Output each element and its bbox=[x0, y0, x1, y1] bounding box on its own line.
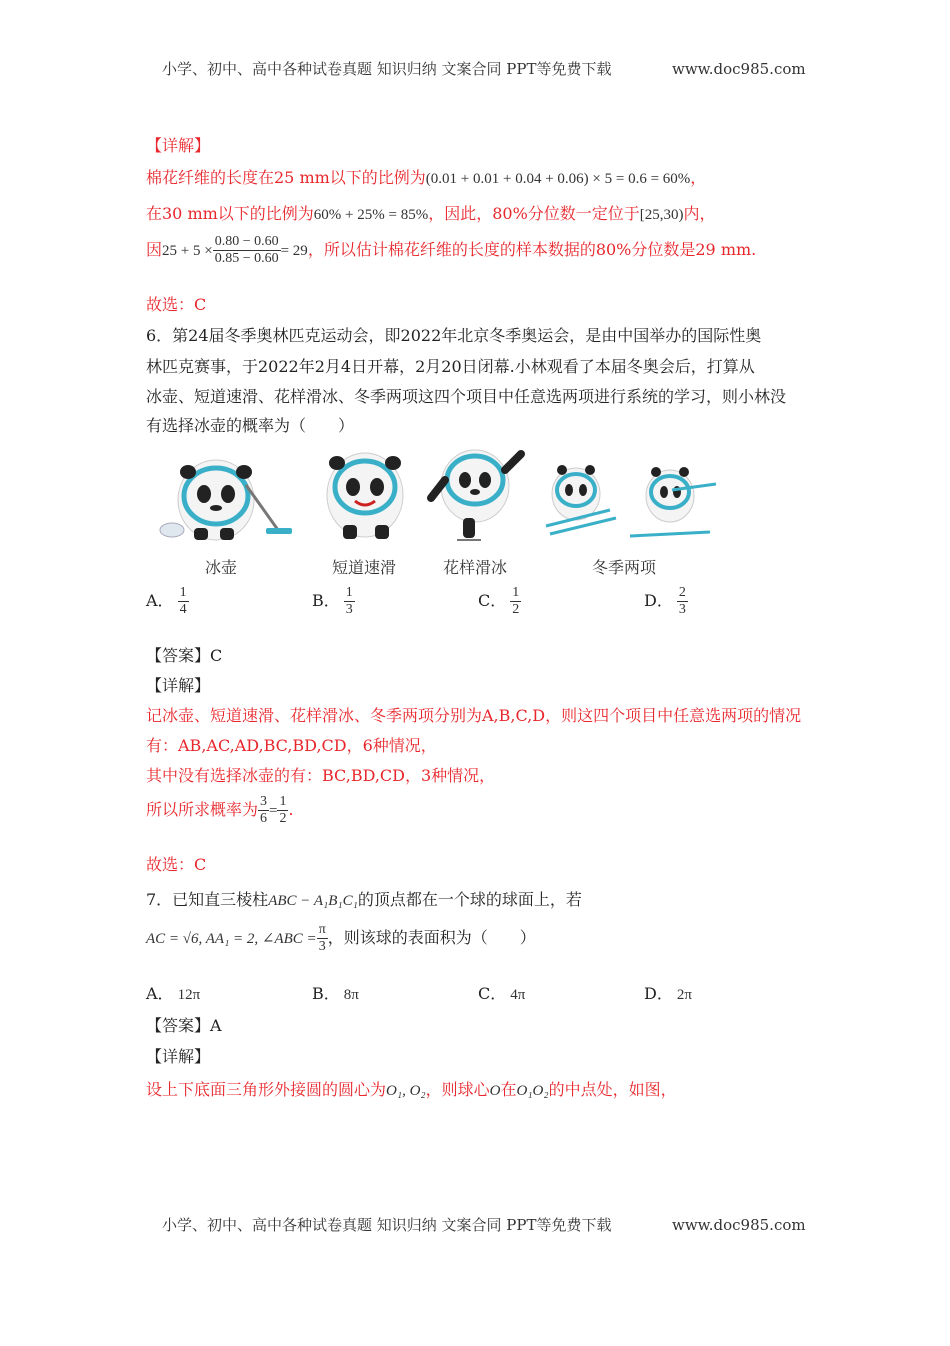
q6-answer: 【答案】C bbox=[146, 646, 223, 665]
q5-conclusion: 故选：C bbox=[146, 295, 207, 314]
q5-line-2: 在30 mm以下的比例为60% + 25% = 85%，因此，80%分位数一定位于[25,30)内， bbox=[146, 204, 716, 223]
q6-detail-line-1: 记冰壶、短道速滑、花样滑冰、冬季两项分别为A,B,C,D，则这四个项目中任意选两项的情况 bbox=[146, 706, 802, 725]
q7-condition: AC = √6, AA₁ = 2, ∠ABC = bbox=[146, 931, 317, 948]
q7-detail-line-1: 设上下底面三角形外接圆的圆心为O₁, O₂，则球心O在O₁O₂的中点处，如图， bbox=[146, 1080, 677, 1099]
q7-option-b[interactable]: B． 8π bbox=[312, 984, 359, 1003]
q5-detail-label: 【详解】 bbox=[146, 136, 211, 155]
q6-detail-line-3: 其中没有选择冰壶的有：BC,BD,CD，3种情况， bbox=[146, 766, 496, 785]
q5-line-3: 因25 + 5 × $\frac{0.80 - 0.60}{0.85 - 0.60}$ = 29，所以估计棉花纤维的长度的样本数据的80%分位数是29 mm. bbox=[146, 234, 757, 267]
image-label-figure-skating: 花样滑冰 bbox=[443, 558, 508, 577]
q5-formula-2: 60% + 25% = 85% bbox=[313, 207, 429, 223]
footer-site[interactable]: www.doc985.com bbox=[672, 1216, 806, 1234]
q6-stem-line-4: 有选择冰壶的概率为（ ） bbox=[146, 416, 355, 435]
q6-stem-line-3: 冰壶、短道速滑、花样滑冰、冬季两项这四个项目中任意选两项进行系统的学习，则小林没 bbox=[146, 387, 787, 406]
q6-probability-line: 所以所求概率为 $\frac{3}{6}$ = $\frac{1}{2}$ . bbox=[146, 794, 294, 827]
q7-answer: 【答案】A bbox=[146, 1016, 222, 1035]
q7-stem-line-1: 7．已知直三棱柱ABC − A₁B₁C₁的顶点都在一个球的球面上，若 bbox=[146, 890, 582, 909]
q5-interval: [25,30) bbox=[639, 207, 684, 223]
q6-detail-label: 【详解】 bbox=[146, 676, 211, 695]
footer-text: 小学、初中、高中各种试卷真题 知识归纳 文案合同 PPT等免费下载 bbox=[162, 1216, 612, 1234]
panda-biathlon-image bbox=[540, 460, 720, 545]
image-label-curling: 冰壶 bbox=[205, 558, 238, 577]
page-header bbox=[162, 58, 612, 79]
q7-option-c[interactable]: C． 4π bbox=[478, 984, 526, 1003]
q5-line-1: 棉花纤维的长度在25 mm以下的比例为(0.01 + 0.01 + 0.04 + 0.06) × 5 = 0.6 = 60%， bbox=[146, 168, 707, 187]
q5-formula-1: (0.01 + 0.01 + 0.04 + 0.06) × 5 = 0.6 = 60% bbox=[425, 171, 691, 187]
panda-speed-skating-image bbox=[315, 445, 415, 545]
image-label-biathlon: 冬季两项 bbox=[592, 558, 657, 577]
q7-prism: ABC − A₁B₁C₁ bbox=[268, 893, 358, 909]
q7-stem-line-2: AC = √6, AA₁ = 2, ∠ABC = $\frac{\pi}{3}$ ，则该球的表面积为（ ） bbox=[146, 922, 536, 955]
q7-option-a[interactable]: A． 12π bbox=[146, 984, 201, 1003]
q5-fraction: $\frac{0.80 - 0.60}{0.85 - 0.60}$ bbox=[214, 234, 279, 267]
q6-option-a[interactable]: A． $\frac{1}{4}$ bbox=[146, 585, 187, 618]
q6-detail-line-2: 有：AB,AC,AD,BC,BD,CD，6种情况， bbox=[146, 736, 437, 755]
q6-stem-line-2: 林匹克赛事，于2022年2月4日开幕，2月20日闭幕.小林观看了本届冬奥会后，打算从 bbox=[146, 357, 755, 376]
q7-detail-label: 【详解】 bbox=[146, 1047, 211, 1066]
q6-stem-line-1: 6．第24届冬季奥林匹克运动会，即2022年北京冬季奥运会，是由中国举办的国际性奥 bbox=[146, 326, 762, 345]
q6-option-c[interactable]: C． $\frac{1}{2}$ bbox=[478, 585, 520, 618]
header-text: 小学、初中、高中各种试卷真题 知识归纳 文案合同 PPT等免费下载 bbox=[162, 60, 612, 78]
image-label-speed-skating: 短道速滑 bbox=[332, 558, 397, 577]
q7-option-d[interactable]: D． 2π bbox=[644, 984, 692, 1003]
q6-conclusion: 故选：C bbox=[146, 855, 207, 874]
header-site[interactable]: www.doc985.com bbox=[672, 60, 806, 78]
page-footer bbox=[162, 1214, 612, 1235]
q6-option-b[interactable]: B． $\frac{1}{3}$ bbox=[312, 585, 353, 618]
panda-figure-skating-image bbox=[425, 440, 525, 545]
q6-option-d[interactable]: D． $\frac{2}{3}$ bbox=[644, 585, 686, 618]
panda-curling-image bbox=[158, 450, 298, 545]
